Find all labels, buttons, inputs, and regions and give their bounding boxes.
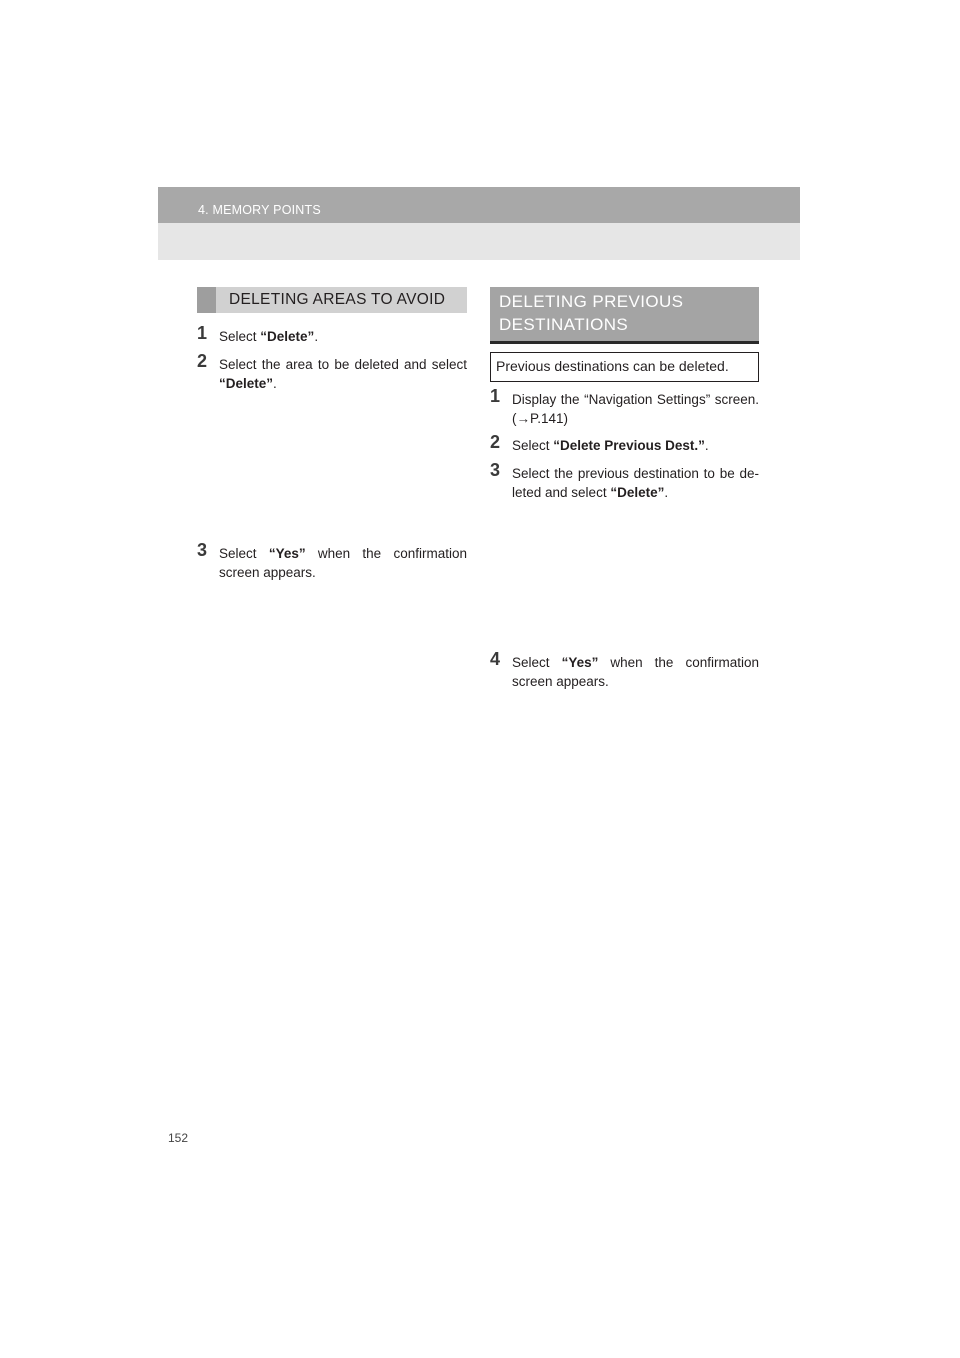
step-bold-option: “Delete Previous Dest.” — [553, 438, 705, 453]
left-step-1 — [197, 323, 467, 346]
info-box — [490, 352, 759, 382]
step-text: Select the previous destination to be de-leted and select — [512, 466, 759, 500]
right-step-1 — [490, 386, 759, 428]
right-step-3 — [490, 460, 759, 502]
step-number: 1 — [197, 323, 208, 343]
left-step-3 — [197, 540, 467, 582]
section-heading-line-2: DESTINATIONS — [499, 315, 629, 334]
step-text-end: . — [704, 438, 709, 453]
left-step-2 — [197, 351, 467, 393]
header-strip — [158, 187, 800, 223]
info-text: Previous destinations can be deleted. — [496, 358, 729, 374]
step-text-end: when the confirmation screen appears. — [512, 655, 759, 689]
section-heading-text: DELETING AREAS TO AVOID — [229, 291, 446, 308]
step-text: Select the area to be deleted and select — [219, 357, 467, 372]
right-step-2 — [490, 432, 759, 455]
step-text: Select — [219, 329, 261, 344]
step-text-end: . — [273, 376, 277, 391]
step-text-end: . — [314, 329, 319, 344]
heading-tab-marker — [197, 287, 216, 313]
step-text: Select — [512, 438, 554, 453]
section-heading-deleting-areas — [197, 287, 467, 313]
step-text-end: when the confirmation screen appears. — [219, 546, 467, 580]
header-band — [158, 187, 800, 260]
step-number: 2 — [197, 351, 208, 371]
step-text: Select — [512, 655, 562, 670]
step-number: 1 — [490, 386, 501, 406]
step-number: 3 — [197, 540, 208, 560]
step-text-end: . — [664, 485, 669, 500]
step-bold-option: “Yes” — [561, 655, 599, 670]
page-number: 152 — [168, 1131, 189, 1145]
step-bold-option: “Delete” — [610, 485, 665, 500]
step-text: Display the “Navigation Settings” screen. (→P.141) — [512, 392, 759, 426]
step-number: 3 — [490, 460, 501, 480]
section-heading-line-1: DELETING PREVIOUS — [499, 292, 684, 311]
section-heading-deleting-previous — [490, 287, 759, 344]
step-bold-option: “Delete” — [219, 376, 274, 391]
step-bold-option: “Yes” — [268, 546, 306, 561]
step-number: 4 — [490, 649, 501, 669]
step-number: 2 — [490, 432, 501, 452]
step-text: Select — [219, 546, 269, 561]
right-step-4 — [490, 649, 759, 691]
chapter-title: 4. MEMORY POINTS — [198, 203, 321, 217]
step-bold-option: “Delete” — [260, 329, 315, 344]
